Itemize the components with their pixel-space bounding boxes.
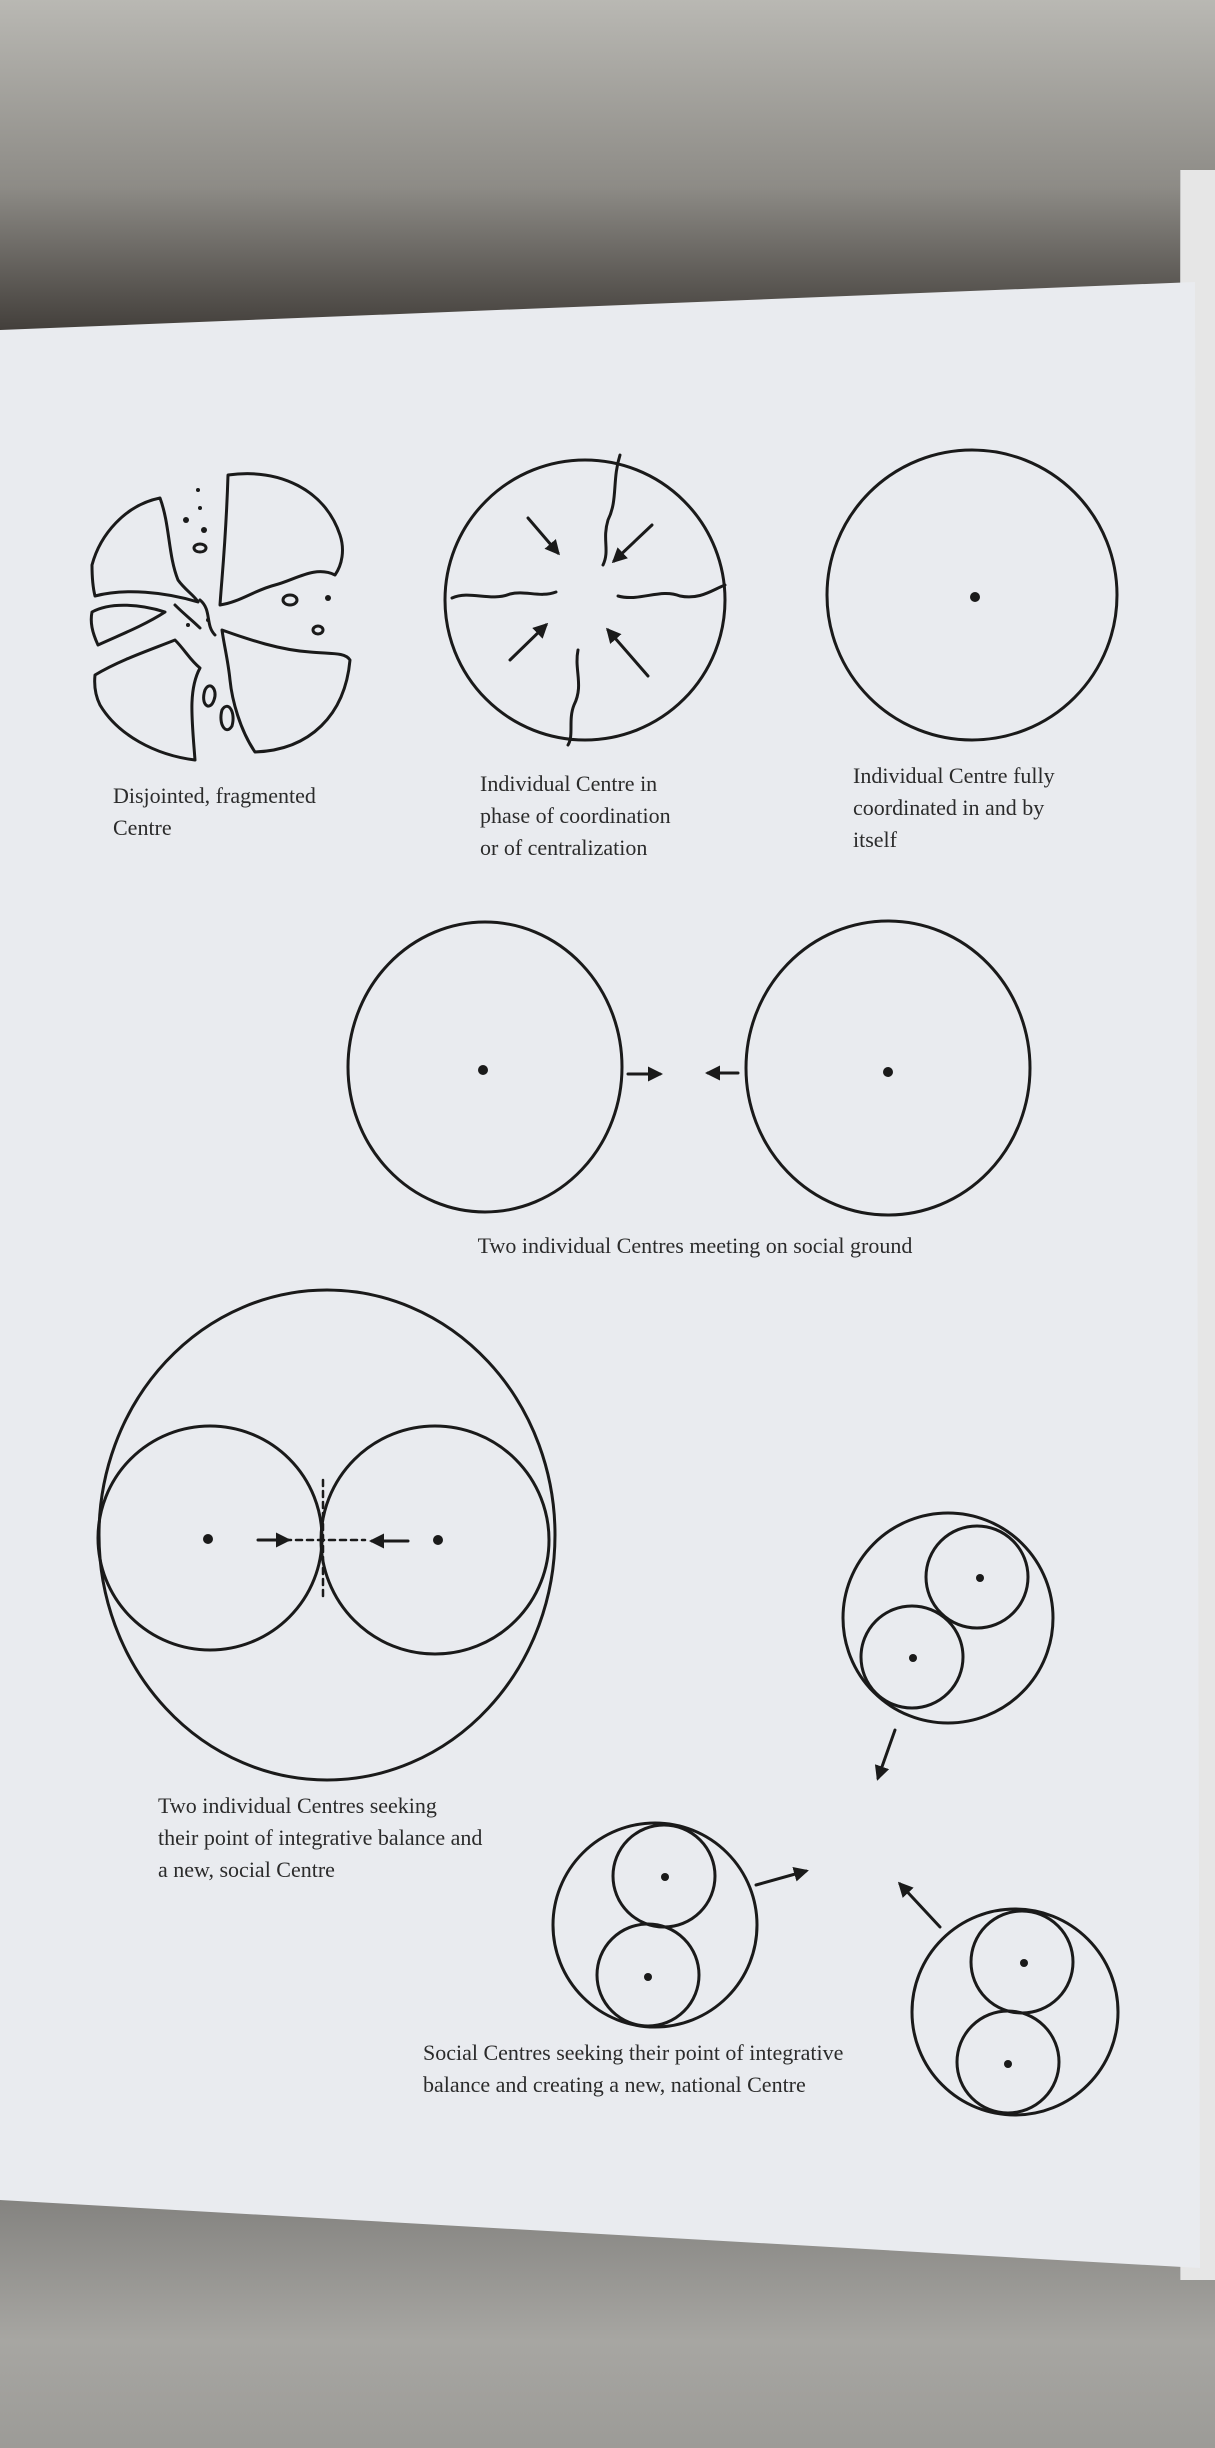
social-centre-right-dot-2: [1004, 2060, 1012, 2068]
fragment-dot-2: [198, 506, 202, 510]
arrow-upper-left: [528, 518, 558, 553]
arrow-lower-left: [510, 625, 546, 660]
meeting-dot-left: [478, 1065, 488, 1075]
fragment-top-right: [220, 474, 342, 605]
caption-coordination: Individual Centre in phase of coordination or of centralization: [480, 771, 671, 860]
fragmented-centre-diagram: [91, 474, 350, 760]
balance-dot-right: [433, 1535, 443, 1545]
fragment-shard-5: [221, 706, 233, 729]
balance-dot-left: [203, 1534, 213, 1544]
arrow-upper-right: [614, 525, 652, 561]
fragment-dot-1: [196, 488, 200, 492]
crack-line-1: [200, 600, 215, 635]
balance-centres-diagram: [98, 1290, 555, 1780]
social-centre-left-dot-1: [661, 1873, 669, 1881]
coordination-centre-diagram: [445, 455, 725, 745]
national-arrow-down: [878, 1730, 895, 1778]
fragment-shard-1: [194, 544, 206, 552]
crack-right: [618, 585, 725, 598]
caption-fragmented: Disjointed, fragmented Centre: [113, 783, 316, 840]
coordinated-centre-dot: [970, 592, 980, 602]
fragment-bottom-left: [95, 640, 200, 760]
fragment-dot-6: [186, 623, 190, 627]
caption-meeting: Two individual Centres meeting on social ground: [477, 1233, 913, 1258]
fragment-bottom-right: [222, 630, 350, 752]
fragment-shard-3: [313, 626, 323, 634]
fragment-shard-4: [204, 686, 215, 706]
national-centre-diagram: [553, 1513, 1118, 2115]
balance-outer-circle: [99, 1290, 555, 1780]
caption-coordinated: Individual Centre fully coordinated in and by itself: [853, 763, 1055, 852]
social-centre-right-dot-1: [1020, 1959, 1028, 1967]
fragment-dot-7: [206, 618, 210, 622]
fragment-top-left: [92, 498, 198, 602]
caption-national: Social Centres seeking their point of integrative balance and creating a new, national Centre: [423, 2040, 844, 2097]
national-arrow-right: [756, 1871, 806, 1885]
national-arrow-up-left: [900, 1884, 940, 1927]
social-centre-top-dot-2: [909, 1654, 917, 1662]
crack-bottom: [568, 650, 579, 745]
meeting-centres-diagram: [348, 921, 1030, 1215]
caption-balance: Two individual Centres seeking their point of integrative balance and a new, social Centre: [158, 1793, 483, 1882]
crack-left: [452, 592, 556, 598]
meeting-dot-right: [883, 1067, 893, 1077]
fragment-dot-5: [325, 595, 331, 601]
coordinated-centre-diagram: [827, 450, 1117, 740]
fragment-shard-2: [283, 595, 297, 605]
fragment-dot-4: [201, 527, 207, 533]
fragment-dot-3: [183, 517, 189, 523]
social-centre-left-dot-2: [644, 1973, 652, 1981]
social-centre-top-dot-1: [976, 1574, 984, 1582]
arrow-lower-right: [608, 630, 648, 676]
coordination-circle: [445, 460, 725, 740]
crack-top: [603, 455, 620, 565]
fragment-left: [91, 605, 165, 645]
